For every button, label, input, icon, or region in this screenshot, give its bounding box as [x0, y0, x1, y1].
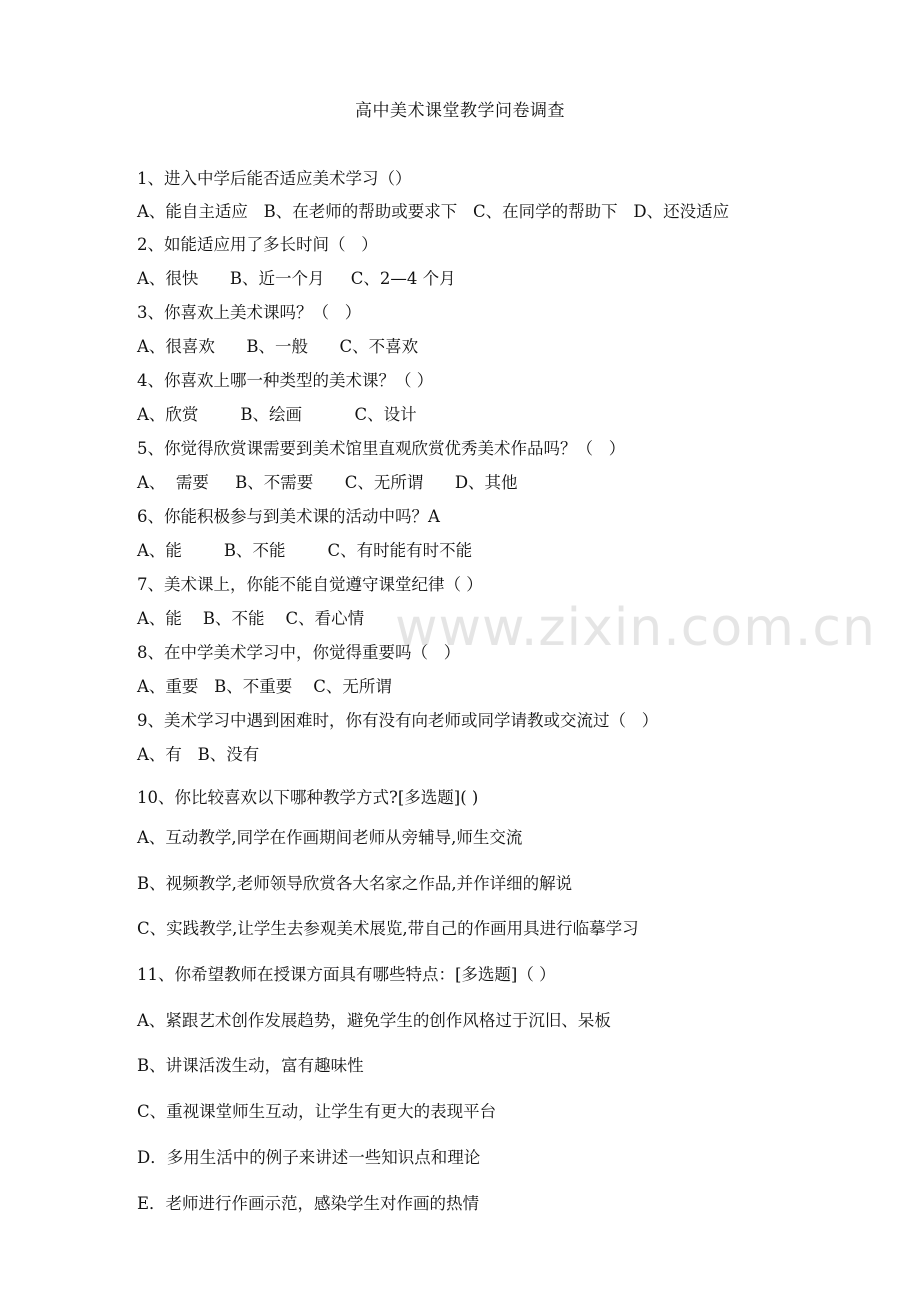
question-5-options: A、 需要 B、不需要 C、无所谓 D、其他 — [137, 473, 518, 492]
question-6-options: A、能 B、不能 C、有时能有时不能 — [137, 541, 473, 560]
question-11-option-d: D．多用生活中的例子来讲述一些知识点和理论 — [137, 1148, 481, 1167]
question-10-option-c: C、实践教学,让学生去参观美术展览,带自己的作画用具进行临摹学习 — [137, 919, 639, 938]
question-7-options: A、能 B、不能 C、看心情 — [137, 609, 365, 628]
question-2-options: A、很快 B、近一个月 C、2—4 个月 — [137, 269, 456, 288]
question-8: 8、在中学美术学习中，你觉得重要吗（ ） — [137, 643, 461, 662]
question-11-option-c: C、重视课堂师生互动，让学生有更大的表现平台 — [137, 1102, 497, 1121]
question-6: 6、你能积极参与到美术课的活动中吗？A — [137, 507, 440, 526]
document-title: 高中美术课堂教学问卷调查 — [355, 101, 565, 121]
question-5: 5、你觉得欣赏课需要到美术馆里直观欣赏优秀美术作品吗？（ ） — [137, 439, 626, 458]
watermark: www.zixin.com.cn — [395, 598, 876, 658]
question-10-option-b: B、视频教学,老师领导欣赏各大名家之作品,并作详细的解说 — [137, 874, 573, 893]
question-9: 9、美术学习中遇到困难时，你有没有向老师或同学请教或交流过（ ） — [137, 711, 659, 730]
question-1: 1、进入中学后能否适应美术学习（） — [137, 169, 412, 188]
question-3: 3、你喜欢上美术课吗？（ ） — [137, 303, 362, 322]
question-10-option-a: A、互动教学,同学在作画期间老师从旁辅导,师生交流 — [137, 828, 523, 847]
question-7: 7、美术课上，你能不能自觉遵守课堂纪律（ ） — [137, 575, 483, 594]
question-3-options: A、很喜欢 B、一般 C、不喜欢 — [137, 337, 419, 356]
question-10: 10、你比较喜欢以下哪种教学方式?[多选题]( ) — [137, 788, 479, 807]
question-1-options: A、能自主适应 B、在老师的帮助或要求下 C、在同学的帮助下 D、还没适应 — [137, 202, 730, 221]
question-2: 2、如能适应用了多长时间（ ） — [137, 235, 378, 254]
question-11-option-b: B、讲课活泼生动，富有趣味性 — [137, 1056, 364, 1075]
question-11-option-e: E．老师进行作画示范，感染学生对作画的热情 — [137, 1194, 480, 1213]
question-11: 11、你希望教师在授课方面具有哪些特点：[多选题]（ ） — [137, 965, 556, 984]
question-4-options: A、欣赏 B、绘画 C、设计 — [137, 405, 417, 424]
question-4: 4、你喜欢上哪一种类型的美术课？（ ） — [137, 371, 434, 390]
question-9-options: A、有 B、没有 — [137, 745, 260, 764]
question-11-option-a: A、紧跟艺术创作发展趋势，避免学生的创作风格过于沉旧、呆板 — [137, 1011, 611, 1030]
question-8-options: A、重要 B、不重要 C、无所谓 — [137, 677, 392, 696]
